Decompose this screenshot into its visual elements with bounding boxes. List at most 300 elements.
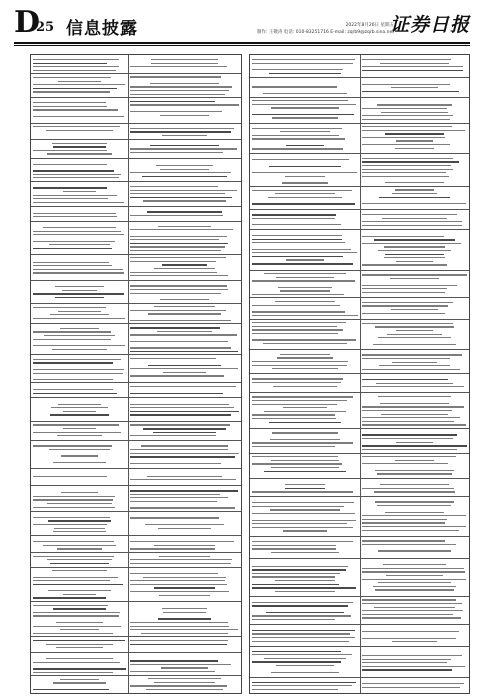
fine-print-line <box>384 257 444 258</box>
fine-print-line <box>33 476 107 477</box>
fine-print-line <box>33 432 121 433</box>
fine-print-line <box>130 186 218 187</box>
fine-print-line <box>33 164 107 165</box>
fine-print-line <box>285 484 325 485</box>
fine-print-line <box>378 396 451 397</box>
fine-print-line <box>148 678 221 679</box>
fine-print-line <box>362 172 446 173</box>
fine-print-line <box>145 524 223 525</box>
fine-print-line <box>252 100 348 101</box>
fine-print-line <box>252 305 340 306</box>
fine-print-line <box>373 344 456 345</box>
fine-print-line <box>275 301 335 302</box>
fine-print-line <box>362 379 448 381</box>
table-row-divider <box>250 496 469 497</box>
fine-print-line <box>130 215 223 216</box>
fine-print-line <box>264 273 345 274</box>
fine-print-line <box>153 432 216 434</box>
fine-print-line <box>362 323 453 324</box>
fine-print-line <box>272 368 338 369</box>
fine-print-line <box>33 198 108 199</box>
fine-print-line <box>46 130 113 131</box>
fine-print-line <box>362 666 465 667</box>
fine-print-line <box>375 501 455 502</box>
fine-print-line <box>373 586 456 587</box>
fine-print-line <box>252 502 354 503</box>
fine-print-line <box>130 257 226 258</box>
fine-print-line <box>252 159 349 160</box>
fine-print-line <box>130 644 227 646</box>
fine-print-line <box>130 293 221 294</box>
fine-print-line <box>269 73 340 75</box>
fine-print-line <box>46 644 113 645</box>
left-announcement-column <box>30 54 242 694</box>
fine-print-line <box>252 605 348 607</box>
fine-print-line <box>362 655 462 656</box>
fine-print-line <box>362 434 457 436</box>
fine-print-line <box>33 84 125 85</box>
fine-print-line <box>33 272 124 273</box>
fine-print-line <box>130 229 233 230</box>
fine-print-line <box>33 541 114 542</box>
fine-print-line <box>130 250 221 251</box>
table-row-divider <box>31 485 241 486</box>
fine-print-line <box>362 522 445 523</box>
fine-print-line <box>362 236 444 237</box>
fine-print-line <box>252 203 355 205</box>
fine-print-line <box>33 633 113 634</box>
fine-print-line <box>160 169 209 170</box>
fine-print-line <box>362 91 459 93</box>
fine-print-line <box>252 633 350 634</box>
fine-print-line <box>252 442 353 443</box>
fine-print-line <box>33 170 114 172</box>
fine-print-line <box>252 602 353 603</box>
fine-print-line <box>362 137 445 138</box>
fine-print-line <box>252 263 353 265</box>
table-row-divider <box>31 221 241 222</box>
fine-print-line <box>150 145 219 147</box>
fine-print-line <box>33 174 121 175</box>
fine-print-line <box>57 435 103 436</box>
fine-print-line <box>130 239 219 240</box>
fine-print-line <box>33 640 125 642</box>
issue-contacts: 制作: 王敬涛 电话: 010-83251716 E-mail: zqrb9@zqrb.sina.net <box>256 30 394 35</box>
table-row-divider <box>250 270 469 271</box>
fine-print-line <box>130 261 216 262</box>
fine-print-line <box>271 552 339 553</box>
fine-print-line <box>147 476 223 477</box>
fine-print-line <box>285 176 325 177</box>
fine-print-line <box>55 286 104 287</box>
fine-print-line <box>130 424 230 425</box>
right-announcement-column <box>249 54 470 694</box>
table-row-divider <box>31 397 241 398</box>
fine-print-line <box>381 414 447 415</box>
fine-print-line <box>375 589 453 590</box>
table-row-divider <box>250 153 469 154</box>
fine-print-line <box>130 456 235 458</box>
table-row-divider <box>31 511 241 512</box>
fine-print-line <box>130 197 232 199</box>
fine-print-line <box>159 556 209 557</box>
fine-print-line <box>252 682 356 684</box>
table-row-divider <box>31 535 241 536</box>
fine-print-line <box>273 386 338 387</box>
fine-print-line <box>33 393 117 395</box>
table-row-divider <box>31 652 241 653</box>
fine-print-line <box>33 91 110 92</box>
fine-print-line <box>252 456 338 457</box>
fine-print-line <box>143 428 226 430</box>
fine-print-line <box>130 190 237 191</box>
fine-print-line <box>362 603 462 604</box>
fine-print-line <box>130 90 229 91</box>
fine-print-line <box>252 654 352 655</box>
column-divider <box>360 55 361 693</box>
fine-print-line <box>270 439 340 440</box>
fine-print-line <box>276 277 333 278</box>
fine-print-line <box>62 290 97 291</box>
fine-print-line <box>154 587 216 589</box>
fine-print-line <box>252 463 342 464</box>
fine-print-line <box>58 404 101 405</box>
fine-print-line <box>252 252 357 253</box>
fine-print-line <box>362 599 456 600</box>
fine-print-line <box>130 320 231 321</box>
fine-print-line <box>362 313 445 314</box>
fine-print-line <box>252 256 343 258</box>
fine-print-line <box>130 479 236 480</box>
fine-print-line <box>33 63 107 65</box>
fine-print-line <box>252 249 351 250</box>
fine-print-line <box>252 104 356 105</box>
fine-print-line <box>130 347 231 348</box>
fine-print-line <box>33 584 123 586</box>
fine-print-line <box>272 432 338 433</box>
fine-print-line <box>362 302 453 303</box>
fine-print-line <box>33 615 119 616</box>
table-row-divider <box>31 97 241 98</box>
fine-print-line <box>33 231 121 232</box>
fine-print-line <box>252 69 343 70</box>
fine-print-line <box>33 389 113 390</box>
fine-print-line <box>362 108 447 109</box>
fine-print-line <box>386 575 444 576</box>
fine-print-line <box>252 128 342 129</box>
fine-print-line <box>252 280 355 281</box>
fine-print-line <box>252 587 356 589</box>
table-row-divider <box>31 280 241 281</box>
fine-print-line <box>252 218 335 219</box>
fine-print-line <box>252 491 353 492</box>
fine-print-line <box>60 629 100 630</box>
fine-print-line <box>362 463 448 464</box>
fine-print-line <box>163 612 206 613</box>
fine-print-line <box>252 641 349 642</box>
table-row-divider <box>250 349 469 350</box>
fine-print-line <box>278 287 333 288</box>
fine-print-line <box>392 362 437 363</box>
fine-print-line <box>263 343 347 344</box>
fine-print-line <box>162 264 206 266</box>
fine-print-line <box>377 505 451 506</box>
fine-print-line <box>130 494 220 495</box>
fine-print-line <box>275 580 336 581</box>
fine-print-line <box>252 326 337 327</box>
fine-print-line <box>148 313 221 314</box>
fine-print-line <box>362 354 462 355</box>
fine-print-line <box>362 683 464 684</box>
fine-print-line <box>283 407 327 408</box>
fine-print-line <box>33 612 120 613</box>
fine-print-line <box>280 290 329 291</box>
fine-print-line <box>53 682 106 683</box>
fine-print-line <box>130 411 239 413</box>
fine-print-line <box>283 530 328 531</box>
fine-print-line <box>151 63 219 64</box>
fine-print-line <box>161 667 208 668</box>
fine-print-line <box>252 59 355 60</box>
fine-print-line <box>362 292 445 293</box>
fine-print-line <box>130 414 231 416</box>
table-row-divider <box>31 158 241 159</box>
fine-print-line <box>252 400 347 401</box>
fine-print-line <box>130 507 235 508</box>
fine-print-line <box>162 608 207 609</box>
fine-print-line <box>252 224 341 225</box>
fine-print-line <box>33 626 121 627</box>
fine-print-line <box>375 326 453 327</box>
fine-print-line <box>392 193 438 194</box>
fine-print-line <box>376 383 454 384</box>
fine-print-line <box>362 406 464 407</box>
fine-print-line <box>33 216 117 217</box>
table-row-divider <box>31 354 241 355</box>
fine-print-line <box>49 244 110 245</box>
fine-print-line <box>362 449 457 450</box>
fine-print-line <box>362 169 453 170</box>
page-number: 25 <box>36 20 55 35</box>
fine-print-line <box>154 306 215 307</box>
fine-print-line <box>362 617 461 618</box>
fine-print-line <box>286 259 325 260</box>
fine-print-line <box>252 322 346 323</box>
fine-print-line <box>252 527 353 528</box>
fine-print-line <box>156 165 214 166</box>
page-letter: D <box>14 5 41 40</box>
fine-print-line <box>362 530 459 531</box>
fine-print-line <box>271 467 338 468</box>
fine-print-line <box>264 658 345 659</box>
fine-print-line <box>130 341 228 342</box>
fine-print-line <box>33 373 123 374</box>
fine-print-line <box>379 365 450 366</box>
fine-print-line <box>33 234 124 235</box>
fine-print-line <box>48 590 112 591</box>
fine-print-line <box>264 471 345 473</box>
fine-print-line <box>395 148 433 149</box>
fine-print-line <box>130 393 223 395</box>
table-row-divider <box>250 297 469 298</box>
fine-print-line <box>396 442 434 443</box>
fine-print-line <box>154 268 215 269</box>
fine-print-line <box>362 225 462 226</box>
fine-print-line <box>63 411 96 412</box>
table-row-divider <box>250 229 469 230</box>
fine-print-line <box>33 177 119 178</box>
fine-print-line <box>362 59 451 60</box>
fine-print-line <box>130 671 215 672</box>
fine-print-line <box>380 63 450 64</box>
fine-print-line <box>362 417 460 418</box>
fine-print-line <box>33 77 111 78</box>
fine-print-line <box>130 193 225 194</box>
table-row-divider <box>250 453 469 454</box>
fine-print-line <box>362 203 466 204</box>
fine-print-line <box>150 83 219 84</box>
fine-print-line <box>33 672 113 673</box>
fine-print-line <box>252 361 348 362</box>
table-row-divider <box>31 123 241 124</box>
fine-print-line <box>378 582 452 583</box>
fine-print-line <box>143 577 226 578</box>
table-row-divider <box>31 139 241 140</box>
fine-print-line <box>392 641 437 642</box>
fine-print-line <box>43 227 116 228</box>
fine-print-line <box>130 591 229 592</box>
fine-print-line <box>130 626 229 627</box>
fine-print-line <box>252 172 357 173</box>
fine-print-line <box>362 456 456 457</box>
fine-print-line <box>130 327 220 329</box>
fine-print-line <box>130 131 231 133</box>
fine-print-line <box>130 368 238 369</box>
fine-print-line <box>33 70 116 71</box>
fine-print-line <box>33 126 120 127</box>
fine-print-line <box>252 566 348 567</box>
fine-print-line <box>362 243 461 244</box>
fine-print-line <box>252 513 355 514</box>
table-row-divider <box>250 558 469 559</box>
fine-print-line <box>375 470 455 471</box>
fine-print-line <box>252 365 347 366</box>
fine-print-line <box>396 330 433 331</box>
fine-print-line <box>395 460 434 461</box>
fine-print-line <box>60 328 98 329</box>
table-row-divider <box>31 303 241 304</box>
fine-print-line <box>252 573 340 574</box>
masthead <box>14 5 470 42</box>
table-row-divider <box>250 77 469 78</box>
fine-print-line <box>252 630 355 632</box>
fine-print-line <box>362 610 463 611</box>
fine-print-line <box>362 421 454 422</box>
fine-print-line <box>252 311 345 312</box>
fine-print-line <box>378 337 451 338</box>
fine-print-line <box>362 358 450 359</box>
fine-print-line <box>52 143 107 144</box>
fine-print-line <box>33 517 110 518</box>
fine-print-line <box>362 70 463 72</box>
fine-print-line <box>130 517 219 518</box>
fine-print-line <box>130 664 231 665</box>
fine-print-line <box>252 148 343 149</box>
fine-print-line <box>143 200 227 201</box>
fine-print-line <box>252 86 337 87</box>
fine-print-line <box>252 378 343 379</box>
fine-print-line <box>362 274 467 275</box>
fine-print-line <box>276 665 334 666</box>
fine-print-line <box>52 570 106 571</box>
fine-print-line <box>378 250 451 251</box>
fine-print-line <box>151 59 218 60</box>
fine-print-line <box>275 591 335 592</box>
fine-print-line <box>252 548 336 549</box>
fine-print-line <box>53 608 106 610</box>
fine-print-line <box>252 651 341 653</box>
table-row-divider <box>31 382 241 383</box>
fine-print-line <box>130 541 234 542</box>
fine-print-line <box>130 334 237 335</box>
table-row-divider <box>31 73 241 74</box>
fine-print-line <box>252 545 336 546</box>
fine-print-line <box>285 488 324 490</box>
table-row-divider <box>31 421 241 422</box>
fine-print-line <box>362 130 465 131</box>
fine-print-line <box>362 669 452 671</box>
fine-print-line <box>130 272 217 273</box>
fine-print-line <box>252 541 353 542</box>
fine-print-line <box>362 540 445 541</box>
fine-print-line <box>377 473 452 474</box>
fine-print-line <box>252 520 356 521</box>
fine-print-line <box>362 285 457 286</box>
fine-print-line <box>56 622 102 623</box>
fine-print-line <box>130 289 228 290</box>
fine-print-line <box>130 86 232 87</box>
fine-print-line <box>130 104 239 105</box>
fine-print-line <box>33 195 117 196</box>
fine-print-line <box>56 647 103 648</box>
fine-print-line <box>270 509 340 510</box>
fine-print-line <box>362 515 466 516</box>
fine-print-line <box>362 614 453 615</box>
fine-print-line <box>148 365 220 367</box>
fine-print-line <box>33 331 111 332</box>
fine-print-line <box>33 577 118 578</box>
fine-print-line <box>362 369 460 370</box>
fine-print-line <box>269 422 341 424</box>
table-row-divider <box>250 596 469 597</box>
fine-print-line <box>33 109 118 110</box>
fine-print-line <box>380 403 450 404</box>
table-row-divider <box>31 468 241 469</box>
fine-print-line <box>33 580 110 581</box>
fine-print-line <box>33 318 125 319</box>
fine-print-line <box>362 424 466 425</box>
table-row-divider <box>31 601 241 602</box>
fine-print-line <box>252 294 344 295</box>
table-row-divider <box>250 624 469 625</box>
fine-print-line <box>52 349 108 350</box>
fine-print-line <box>378 550 450 551</box>
fine-print-line <box>362 161 459 163</box>
fine-print-line <box>130 548 215 549</box>
table-row-divider <box>31 181 241 182</box>
fine-print-line <box>146 689 222 690</box>
fine-print-line <box>158 226 211 227</box>
